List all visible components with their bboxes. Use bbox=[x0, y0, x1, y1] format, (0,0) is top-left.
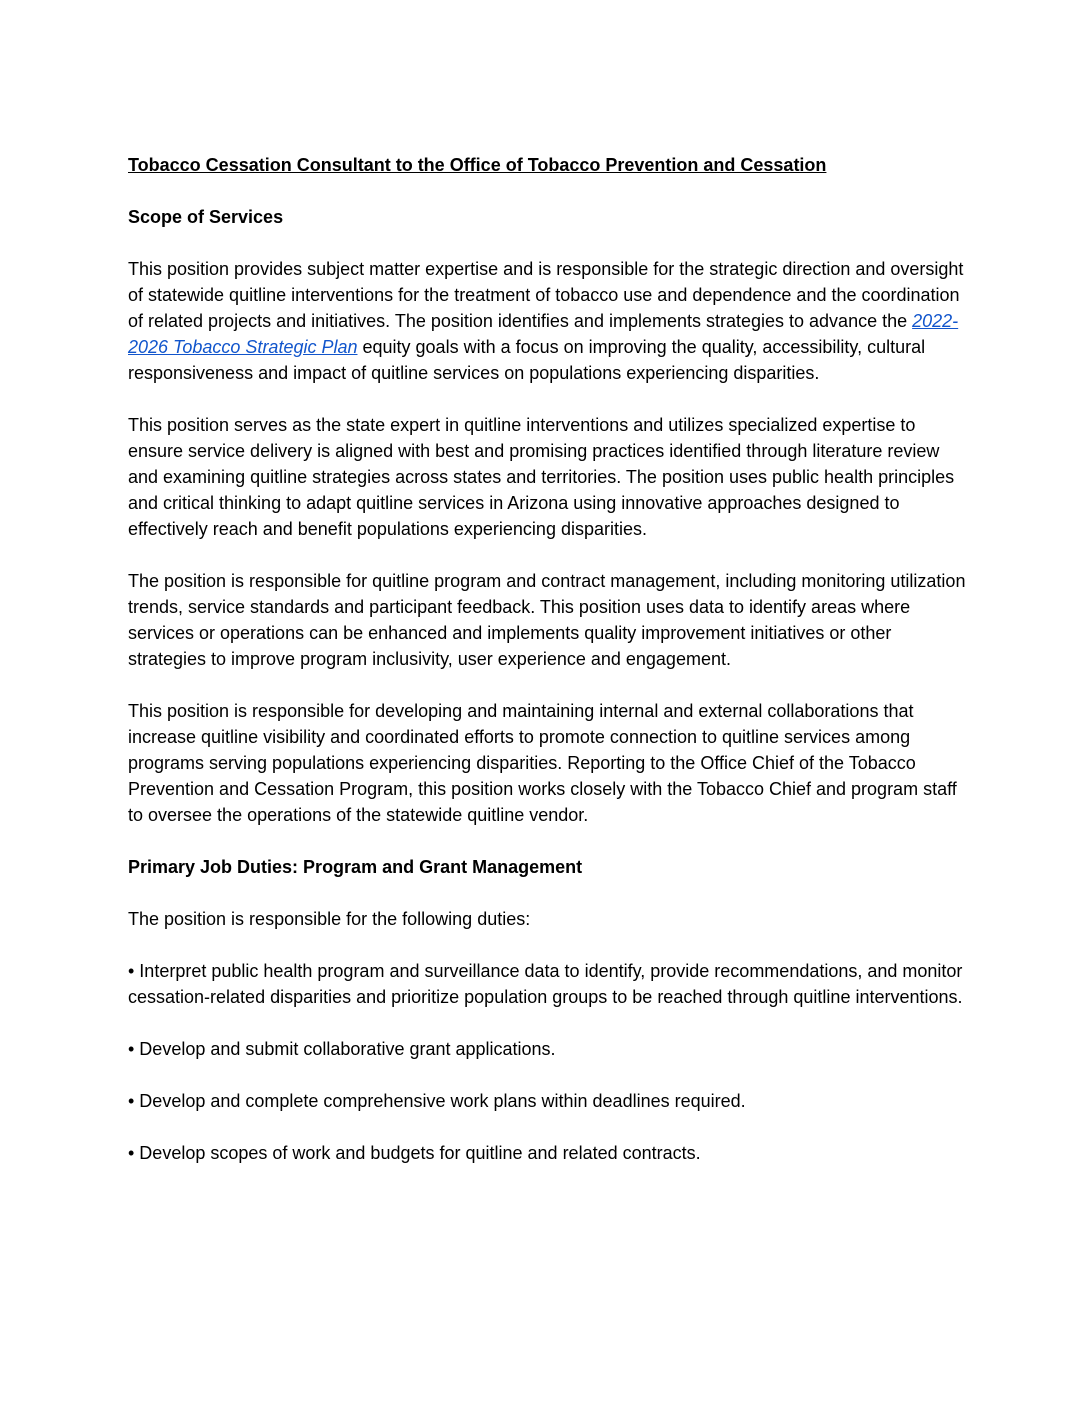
scope-paragraph-3: The position is responsible for quitline program and contract management, including monitoring utilization trends, service standards and participant feedback. This position uses data to identify areas where services or operations can be enhanced and implements quality improvement initiatives or other strategies to improve program inclusivity, user experience and engagement. bbox=[128, 571, 966, 669]
duties-heading: Primary Job Duties: Program and Grant Management bbox=[128, 857, 583, 877]
scope-heading: Scope of Services bbox=[128, 207, 284, 227]
document-title: Tobacco Cessation Consultant to the Office of Tobacco Prevention and Cessation bbox=[128, 155, 827, 175]
scope-paragraph-1 bbox=[128, 256, 968, 386]
duty-item: • Develop and complete comprehensive work plans within deadlines required. bbox=[128, 1091, 746, 1111]
document-page bbox=[128, 152, 968, 1192]
duty-item: • Develop scopes of work and budgets for quitline and related contracts. bbox=[128, 1143, 701, 1163]
strategic-plan-link[interactable]: 2022-2026 Tobacco Strategic Plan bbox=[128, 311, 959, 357]
duty-item: • Develop and submit collaborative grant applications. bbox=[128, 1039, 556, 1059]
duty-item: • Interpret public health program and surveillance data to identify, provide recommendations, and monitor cessation-related disparities and prioritize population groups to be reached through quitline interventions. bbox=[128, 961, 963, 1007]
scope-paragraph-2: This position serves as the state expert in quitline interventions and utilizes specialized expertise to ensure service delivery is aligned with best and promising practices identified through literature review and examining quitline strategies across states and territories. The position uses public health principles and critical thinking to adapt quitline services in Arizona using innovative approaches designed to effectively reach and benefit populations experiencing disparities. bbox=[128, 415, 955, 539]
paragraph-1-text-start: This position provides subject matter expertise and is responsible for the strategic direction and oversight of statewide quitline interventions for the treatment of tobacco use and dependence and the coordination of related projects and initiatives. The position identifies and implements strategies to advance the bbox=[128, 259, 964, 331]
paragraph-1-text-end: equity goals with a focus on improving the quality, accessibility, cultural responsiveness and impact of quitline services on populations experiencing disparities. bbox=[128, 337, 926, 383]
duties-intro: The position is responsible for the following duties: bbox=[128, 909, 531, 929]
scope-paragraph-4: This position is responsible for developing and maintaining internal and external collaborations that increase quitline visibility and coordinated efforts to promote connection to quitline services among programs serving populations experiencing disparities. Reporting to the Office Chief of the Tobacco Prevention and Cessation Program, this position works closely with the Tobacco Chief and program staff to oversee the operations of the statewide quitline vendor. bbox=[128, 701, 957, 825]
